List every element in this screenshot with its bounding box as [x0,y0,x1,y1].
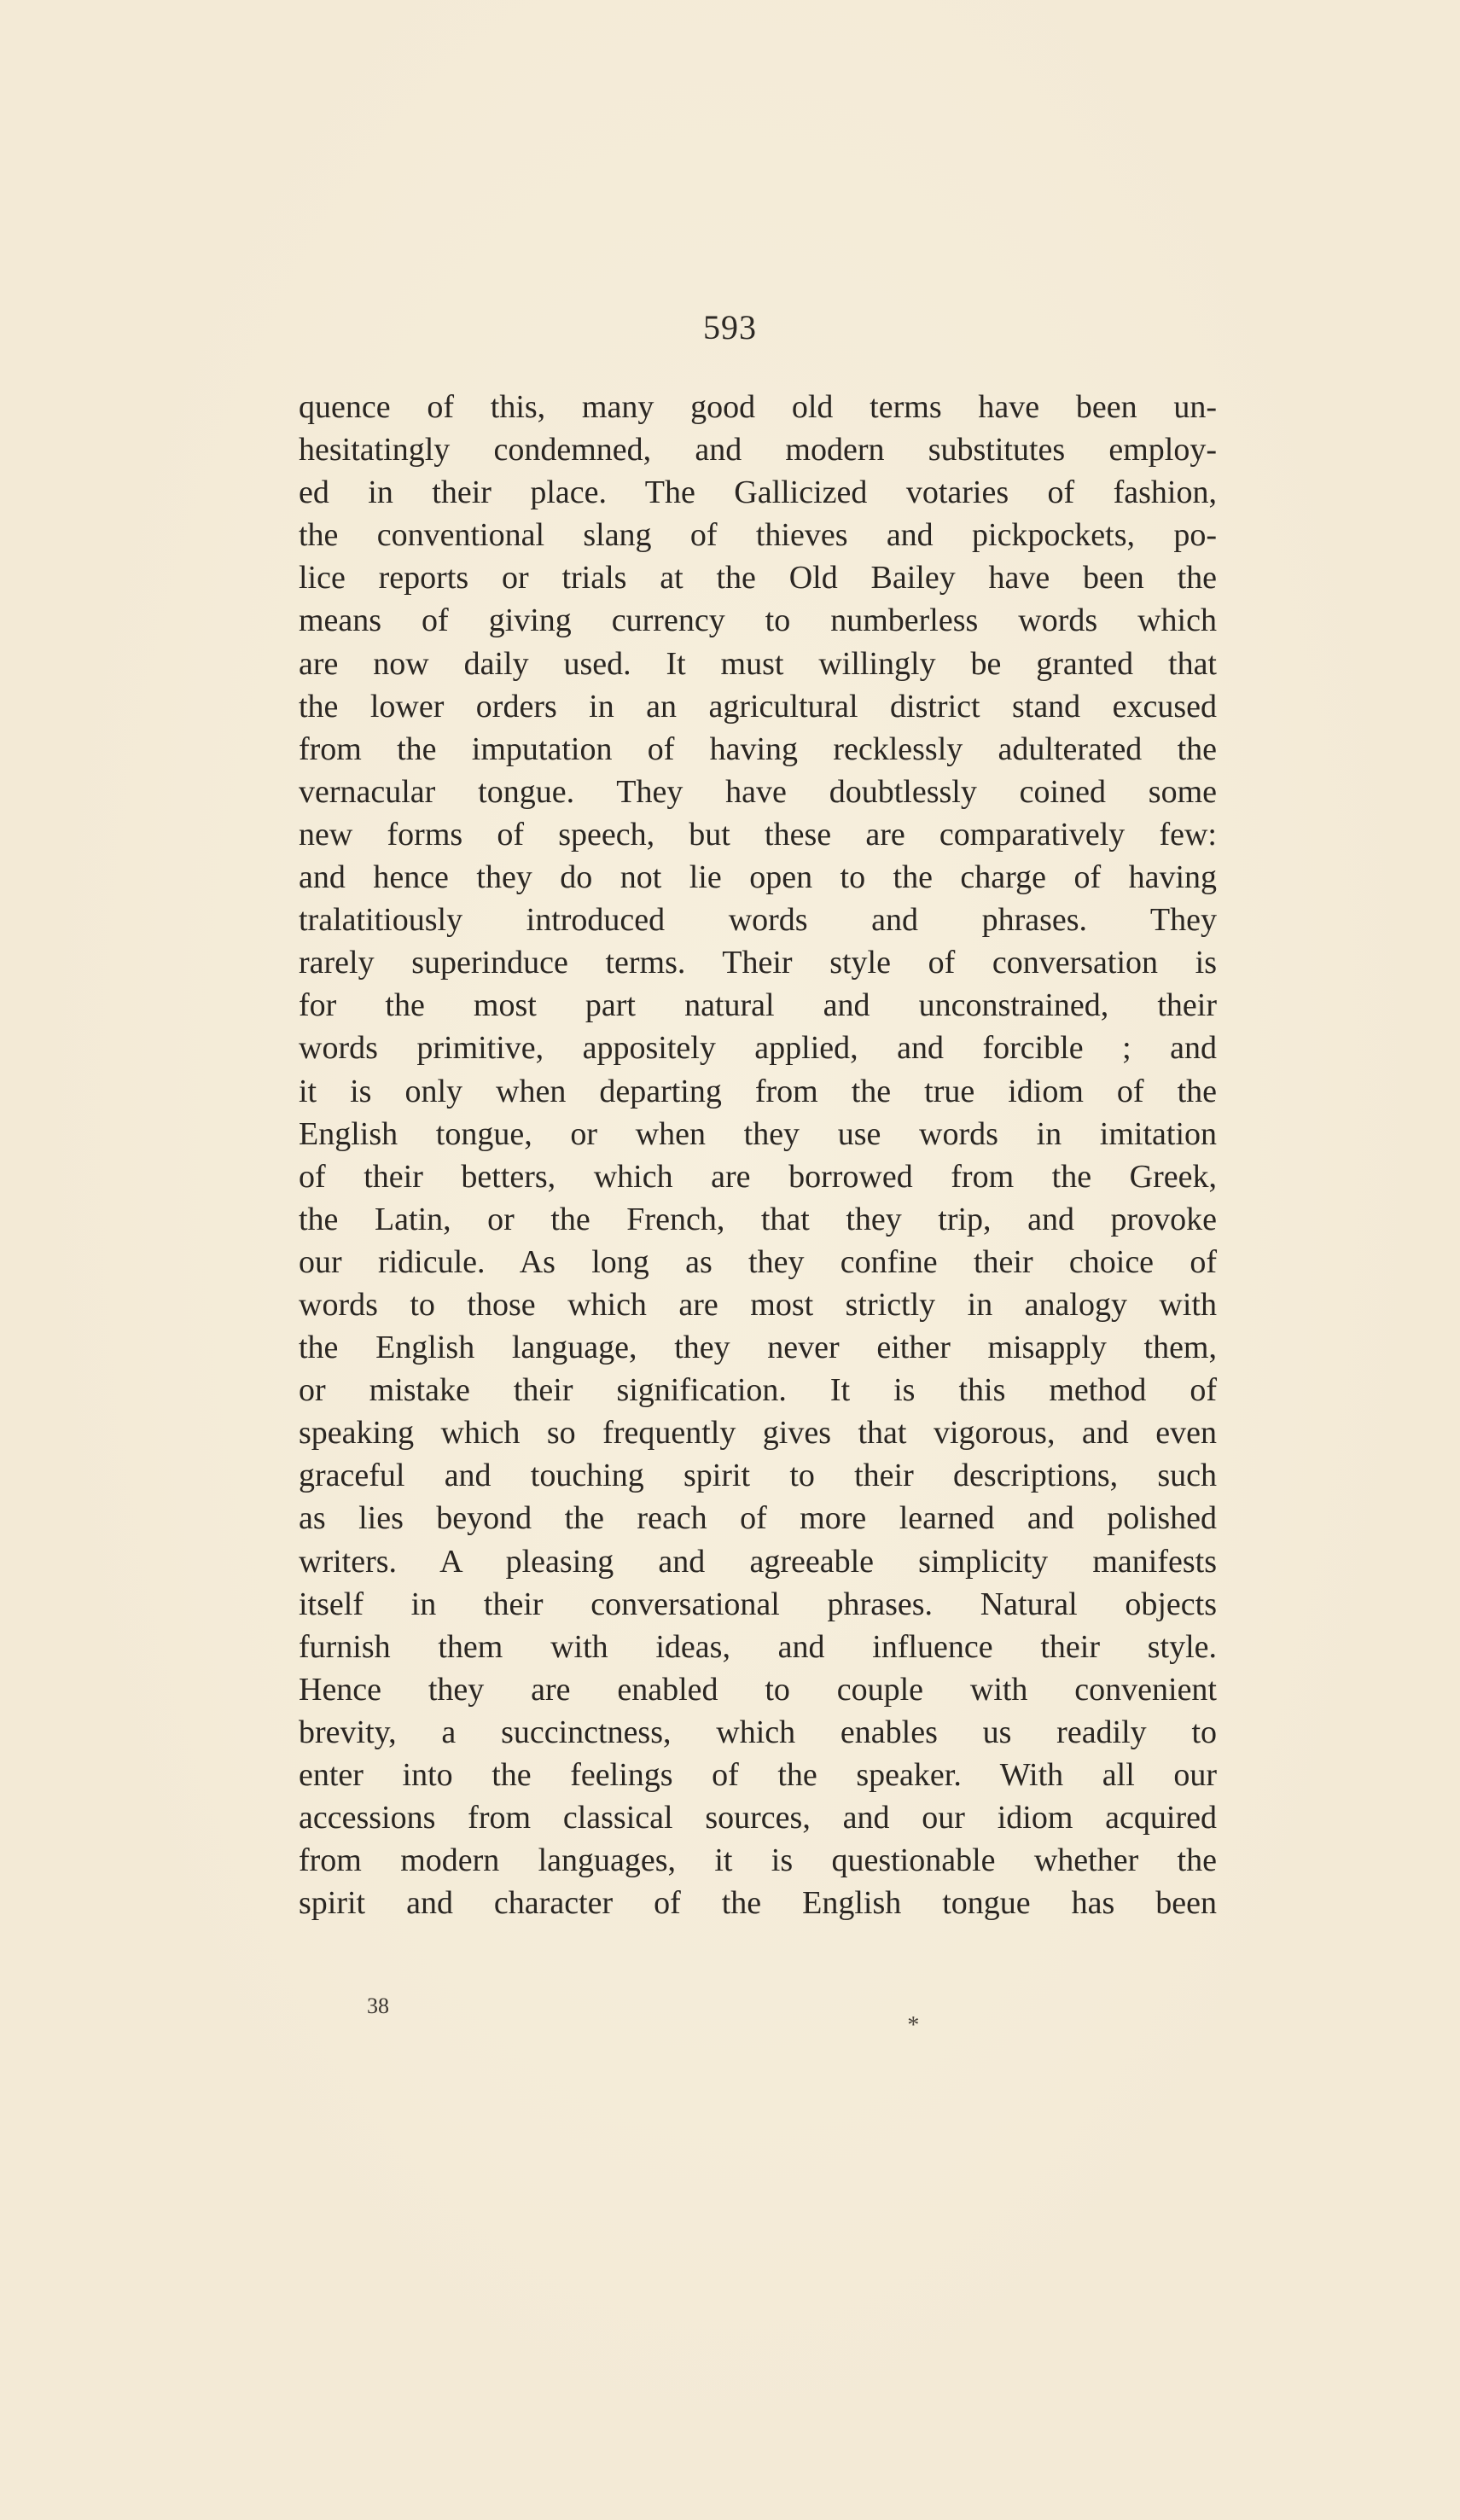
text-line: the conventional slang of thieves and pickpockets, po- [299,517,1217,554]
text-line: the lower orders in an agricultural district stand excused [299,688,1217,725]
text-line: new forms of speech, but these are comparatively few: [299,816,1217,853]
text-line: writers. A pleasing and agreeable simplicity manifests [299,1543,1217,1580]
text-line: or mistake their signification. It is this method of [299,1372,1217,1409]
text-line: furnish them with ideas, and influence their style. [299,1628,1217,1665]
text-line: vernacular tongue. They have doubtlessly coined some [299,773,1217,810]
text-line: quence of this, many good old terms have been un- [299,389,1217,425]
text-line: brevity, a succinctness, which enables us readily to [299,1714,1217,1750]
text-line: tralatitiously introduced words and phrases. They [299,902,1217,939]
text-line: of their betters, which are borrowed from the Greek, [299,1158,1217,1195]
text-line: English tongue, or when they use words in imitation [299,1115,1217,1152]
text-line: enter into the feelings of the speaker. With all our [299,1757,1217,1793]
page-number: 593 [703,308,757,346]
text-line: words to those which are most strictly in analogy with [299,1286,1217,1323]
text-line: means of giving currency to numberless words which [299,602,1217,639]
text-line: lice reports or trials at the Old Bailey have been the [299,560,1217,597]
text-line: the English language, they never either misapply them, [299,1330,1217,1366]
text-line: hesitatingly condemned, and modern substitutes employ- [299,432,1217,468]
text-line: from modern languages, it is questionable whether the [299,1842,1217,1879]
printer-mark: * [906,2012,918,2039]
text-line: words primitive, appositely applied, and forcible ; and [299,1030,1217,1067]
text-line: it is only when departing from the true idiom of the [299,1073,1217,1109]
text-line: the Latin, or the French, that they trip, and provoke [299,1201,1217,1237]
text-line: speaking which so frequently gives that vigorous, and even [299,1415,1217,1452]
body-text [299,386,1217,1924]
text-line: ed in their place. The Gallicized votaries of fashion, [299,474,1217,511]
signature-mark: 38 [367,1993,389,2018]
text-line: as lies beyond the reach of more learned and polished [299,1500,1217,1537]
text-line: from the imputation of having recklessly adulterated the [299,730,1217,767]
text-line: itself in their conversational phrases. Natural objects [299,1586,1217,1622]
text-line: are now daily used. It must willingly be granted that [299,645,1217,682]
text-line: Hence they are enabled to couple with convenient [299,1671,1217,1708]
text-line: our ridicule. As long as they confine their choice of [299,1243,1217,1280]
text-line: graceful and touching spirit to their descriptions, such [299,1458,1217,1494]
text-line: for the most part natural and unconstrained, their [299,987,1217,1024]
text-line: spirit and character of the English tongue has been [299,1885,1217,1922]
text-line: accessions from classical sources, and our idiom acquired [299,1800,1217,1836]
text-line: rarely superinduce terms. Their style of conversation is [299,945,1217,981]
text-line: and hence they do not lie open to the charge of having [299,859,1217,896]
